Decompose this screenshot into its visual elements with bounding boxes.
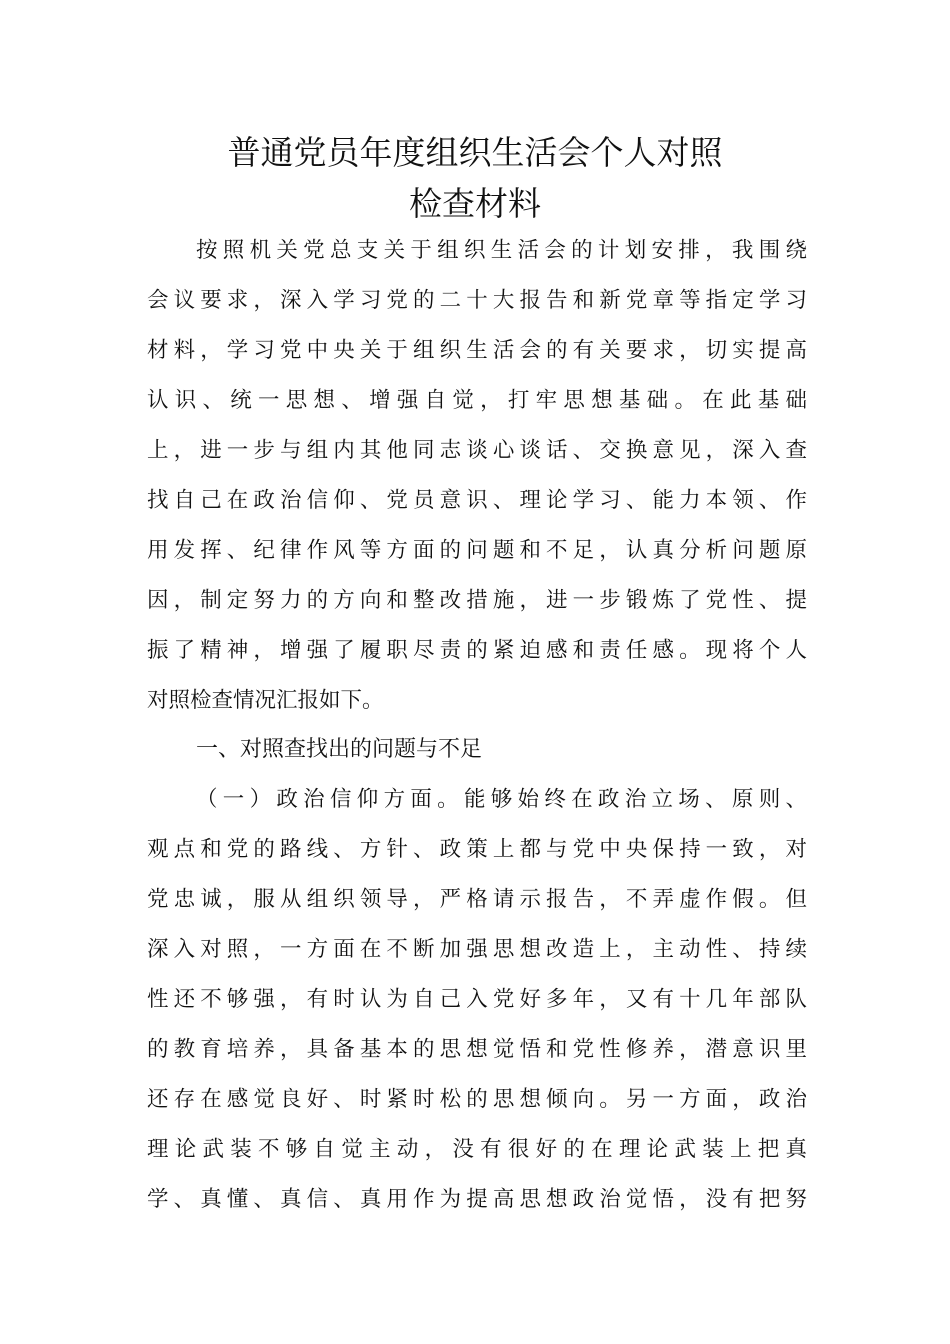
document-title-line-2: 检查材料	[409, 184, 541, 223]
paragraph-line: 认识、统一思想、增强自觉，打牢思想基础。在此基础	[147, 388, 807, 413]
paragraph-line: 理论武装不够自觉主动，没有很好的在理论武装上把真	[147, 1137, 807, 1162]
paragraph-line: 会议要求，深入学习党的二十大报告和新党章等指定学习	[147, 288, 807, 313]
section-heading: 一、对照查找出的问题与不足	[196, 737, 483, 762]
paragraph-line: 深入对照，一方面在不断加强思想改造上，主动性、持续	[147, 937, 807, 962]
paragraph-line: 的教育培养，具备基本的思想觉悟和党性修养，潜意识里	[147, 1037, 807, 1062]
paragraph-line: 性还不够强，有时认为自己入党好多年，又有十几年部队	[147, 987, 807, 1012]
paragraph-line: （一）政治信仰方面。能够始终在政治立场、原则、	[196, 787, 807, 812]
paragraph-line: 上，进一步与组内其他同志谈心谈话、交换意见，深入查	[147, 438, 807, 463]
paragraph-line: 观点和党的路线、方针、政策上都与党中央保持一致，对	[147, 837, 807, 862]
paragraph-line: 因，制定努力的方向和整改措施，进一步锻炼了党性、提	[147, 588, 807, 613]
document-title-line-1: 普通党员年度组织生活会个人对照	[227, 133, 723, 172]
paragraph-line: 还存在感觉良好、时紧时松的思想倾向。另一方面，政治	[147, 1087, 807, 1112]
paragraph-line: 材料，学习党中央关于组织生活会的有关要求，切实提高	[147, 338, 807, 363]
paragraph-line: 党忠诚，服从组织领导，严格请示报告，不弄虚作假。但	[147, 887, 807, 912]
paragraph-line: 振了精神，增强了履职尽责的紧迫感和责任感。现将个人	[147, 638, 807, 663]
paragraph-line: 学、真懂、真信、真用作为提高思想政治觉悟，没有把努	[147, 1187, 807, 1212]
paragraph-line: 对照检查情况汇报如下。	[147, 688, 384, 713]
paragraph-line: 找自己在政治信仰、党员意识、理论学习、能力本领、作	[147, 488, 807, 513]
paragraph-line: 用发挥、纪律作风等方面的问题和不足，认真分析问题原	[147, 538, 807, 563]
paragraph-line: 按照机关党总支关于组织生活会的计划安排，我围绕	[196, 238, 807, 263]
